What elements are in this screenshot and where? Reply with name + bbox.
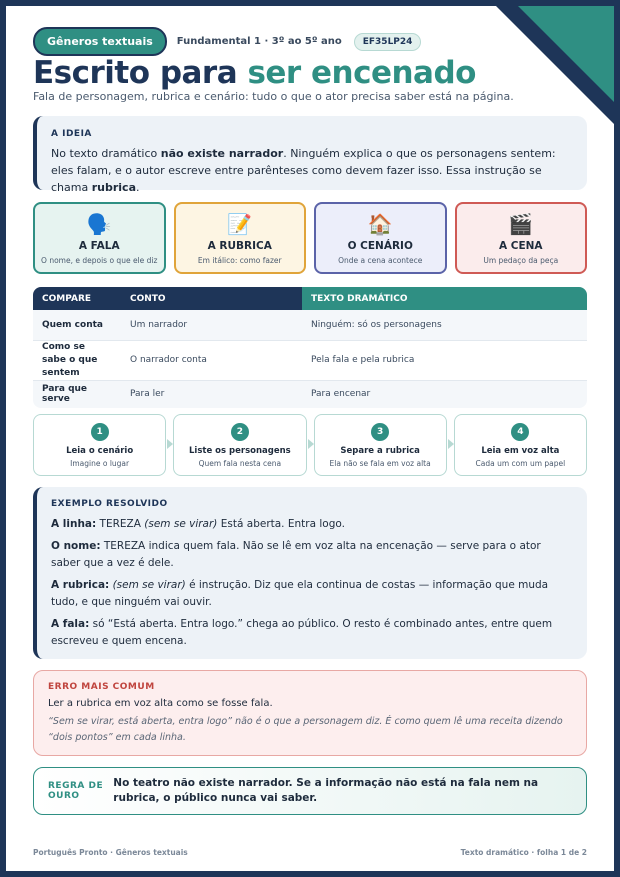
arrow-right-icon [448,439,454,449]
table-row [33,310,587,340]
card-title: A FALA [78,240,120,252]
error-label: ERRO MAIS COMUM [48,682,155,692]
table-cell: O narrador conta [121,340,302,380]
page-title [33,55,476,91]
steps-row [33,414,587,476]
card-title: A RUBRICA [207,240,272,252]
card-cenario [314,202,447,274]
arrow-right-icon [308,439,314,449]
footer-right: Texto dramático · folha 1 de 2 [460,848,587,857]
example-key: A fala: [51,618,90,630]
common-error-box [33,670,587,756]
idea-box [33,116,587,194]
genre-pill: Gêneros textuais [33,27,167,56]
step-title: Leia em voz alta [481,446,560,456]
step-subtitle: Ela não se fala em voz alta [329,459,431,468]
footer-left: Português Pronto · Gêneros textuais [33,848,188,857]
example-label: EXEMPLO RESOLVIDO [51,499,168,509]
title-part-1: Escrito para [33,55,248,91]
step-subtitle: Quem fala nesta cena [198,459,282,468]
speech-icon: 🗣️ [86,212,112,236]
step-subtitle: Imagine o lugar [70,459,130,468]
table-cell: Para encenar [302,380,587,408]
card-description: Onde a cena acontece [338,256,423,265]
example-line [51,516,573,533]
clapper-icon: 🎬 [508,212,534,236]
step-number: 1 [91,423,109,441]
idea-text [51,145,573,196]
step-subtitle: Cada um com um papel [475,459,566,468]
example-key: A rubrica: [51,579,110,591]
card-title: A CENA [498,240,543,252]
card-fala [33,202,166,274]
step-card [314,414,447,476]
card-cena [455,202,588,274]
step-title: Liste os personagens [189,446,291,456]
idea-label: A IDEIA [51,129,92,139]
worked-example-box [33,487,587,659]
compare-header: TEXTO DRAMÁTICO [302,287,587,310]
table-cell: Ninguém: só os personagens [302,310,587,340]
example-text: TEREZA [96,518,145,530]
example-text: TEREZA indica quem fala. Não se lê em voz alta na encenação — serve para o ator saber que a vez é dele. [51,540,541,569]
example-key: A linha: [51,518,97,530]
header-tags [33,27,421,56]
compare-header: COMPARE [33,287,121,310]
step-title: Leia o cenário [66,446,134,456]
card-title: O CENÁRIO [347,240,413,252]
idea-bold-1: não existe narrador [160,147,284,160]
worksheet-page [6,6,614,871]
table-row [33,340,587,380]
house-icon: 🏠 [367,212,393,236]
error-statement: Ler a rubrica em voz alta como se fosse fala. [48,698,273,709]
rule-label: REGRA DE OURO [48,781,104,801]
table-cell: Um narrador [121,310,302,340]
example-italic: (sem se virar) [109,579,186,591]
table-cell: Quem conta [33,310,121,340]
compare-table [33,287,587,408]
example-name [51,538,573,572]
grade-level: Fundamental 1 · 3º ao 5º ano [176,36,342,47]
golden-rule-box [33,767,587,815]
card-description: O nome, e depois o que ele diz [41,256,158,265]
table-cell: Para ler [121,380,302,408]
memo-icon: 📝 [227,212,253,236]
rule-text: No teatro não existe narrador. Se a informação não está na fala nem na rubrica, o público nunca vai saber. [113,777,539,804]
example-text: só “Está aberta. Entra logo.” chega ao público. O resto é combinado antes, entre quem escreveu e quem encena. [51,618,553,647]
curriculum-code-badge: EF35LP24 [354,33,422,51]
step-card [454,414,587,476]
card-rubrica [174,202,307,274]
error-explanation: “Sem se virar, está aberta, entra logo” não é o que a personagem diz. É como quem lê uma receita dizendo “dois pontos” em cada linha. [48,716,563,743]
arrow-right-icon [167,439,173,449]
idea-text-2: . Ninguém explica o que os personagens sentem: eles falam, e o autor escreve entre parênteses como devem fazer isso. Essa instrução se chama [51,147,556,194]
table-cell: Para que serve [33,380,121,408]
example-text: Está aberta. Entra logo. [217,518,345,530]
title-part-2: ser encenado [247,55,476,91]
table-cell: Pela fala e pela rubrica [302,340,587,380]
example-speech [51,616,573,650]
concept-cards [33,202,587,274]
idea-text-3: . [136,181,140,194]
example-text: é instrução. Diz que ela continua de costas — informação que muda tudo, e que ninguém vai ouvir. [51,579,549,608]
example-key: O nome: [51,540,101,552]
example-rubric [51,577,573,611]
page-subtitle: Fala de personagem, rubrica e cenário: tudo o que o ator precisa saber está na página. [33,90,514,103]
card-description: Em itálico: como fazer [197,256,282,265]
table-row [33,380,587,408]
step-title: Separe a rubrica [340,446,420,456]
step-number: 4 [511,423,529,441]
step-number: 3 [371,423,389,441]
step-number: 2 [231,423,249,441]
compare-header: CONTO [121,287,302,310]
idea-text-1: No texto dramático [51,147,161,160]
idea-bold-2: rubrica [91,181,136,194]
corner-decoration-teal [518,6,614,102]
card-description: Um pedaço da peça [483,256,559,265]
step-card [33,414,166,476]
step-card [173,414,306,476]
table-cell: Como se sabe o que sentem [33,340,121,380]
example-italic: (sem se virar) [144,518,218,530]
